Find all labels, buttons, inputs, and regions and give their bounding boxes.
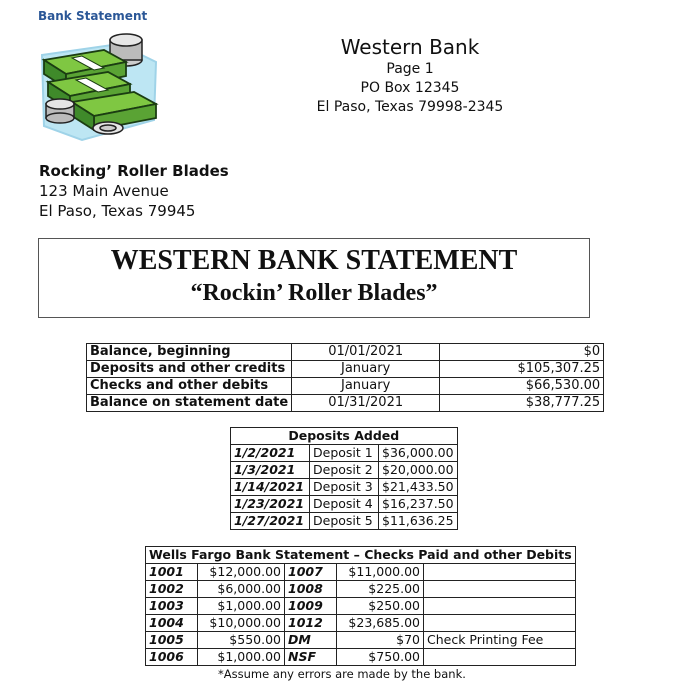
summary-label: Deposits and other credits xyxy=(87,361,292,378)
check-note xyxy=(424,564,576,581)
check-note xyxy=(424,598,576,615)
table-row xyxy=(231,479,458,496)
check-note xyxy=(424,649,576,666)
deposits-table xyxy=(230,427,458,530)
statement-title: WESTERN BANK STATEMENT xyxy=(110,245,518,276)
table-row xyxy=(87,344,604,361)
check-number: 1012 xyxy=(285,615,337,632)
deposit-date: 1/27/2021 xyxy=(231,513,310,530)
summary-amount: $38,777.25 xyxy=(440,395,604,412)
summary-label: Balance, beginning xyxy=(87,344,292,361)
check-amount: $225.00 xyxy=(337,581,424,598)
bank-address-block xyxy=(300,34,520,117)
summary-amount: $66,530.00 xyxy=(440,378,604,395)
check-number: 1005 xyxy=(146,632,198,649)
check-number: 1007 xyxy=(285,564,337,581)
check-number: 1008 xyxy=(285,581,337,598)
check-amount: $550.00 xyxy=(198,632,285,649)
check-number: 1009 xyxy=(285,598,337,615)
deposit-name: Deposit 1 xyxy=(310,445,379,462)
deposit-date: 1/14/2021 xyxy=(231,479,310,496)
statement-subtitle: “Rockin’ Roller Blades” xyxy=(190,280,438,306)
checks-table xyxy=(145,546,576,666)
check-amount: $70 xyxy=(337,632,424,649)
customer-name: Rocking’ Roller Blades xyxy=(39,162,229,180)
table-row xyxy=(231,462,458,479)
customer-address-block xyxy=(39,161,229,221)
check-number: 1004 xyxy=(146,615,198,632)
footnote: *Assume any errors are made by the bank. xyxy=(218,667,466,681)
checks-heading: Wells Fargo Bank Statement – Checks Paid and other Debits xyxy=(146,547,576,564)
summary-date: January xyxy=(292,378,440,395)
check-amount: $6,000.00 xyxy=(198,581,285,598)
deposit-name: Deposit 5 xyxy=(310,513,379,530)
check-amount: $250.00 xyxy=(337,598,424,615)
balance-summary-table xyxy=(86,343,604,412)
table-row xyxy=(87,395,604,412)
table-header-row xyxy=(231,428,458,445)
deposit-name: Deposit 4 xyxy=(310,496,379,513)
table-row xyxy=(146,581,576,598)
deposit-name: Deposit 2 xyxy=(310,462,379,479)
table-row xyxy=(231,445,458,462)
summary-date: January xyxy=(292,361,440,378)
check-amount: $1,000.00 xyxy=(198,649,285,666)
deposit-date: 1/3/2021 xyxy=(231,462,310,479)
deposit-amount: $20,000.00 xyxy=(379,462,458,479)
deposits-heading: Deposits Added xyxy=(231,428,458,445)
table-row xyxy=(146,649,576,666)
deposit-amount: $21,433.50 xyxy=(379,479,458,496)
deposit-amount: $36,000.00 xyxy=(379,445,458,462)
money-stack-icon xyxy=(34,30,164,146)
summary-amount: $105,307.25 xyxy=(440,361,604,378)
bank-page: Page 1 xyxy=(386,61,434,77)
check-amount: $11,000.00 xyxy=(337,564,424,581)
check-amount: $10,000.00 xyxy=(198,615,285,632)
check-number: NSF xyxy=(285,649,337,666)
customer-address-line1: 123 Main Avenue xyxy=(39,182,169,200)
summary-date: 01/01/2021 xyxy=(292,344,440,361)
customer-address-line2: El Paso, Texas 79945 xyxy=(39,202,196,220)
bank-address-line2: El Paso, Texas 79998-2345 xyxy=(316,99,504,115)
table-row xyxy=(231,496,458,513)
summary-label: Balance on statement date xyxy=(87,395,292,412)
table-row xyxy=(146,598,576,615)
table-row xyxy=(231,513,458,530)
deposit-name: Deposit 3 xyxy=(310,479,379,496)
header-label: Bank Statement xyxy=(38,9,148,23)
table-row xyxy=(87,361,604,378)
check-number: 1002 xyxy=(146,581,198,598)
check-note xyxy=(424,615,576,632)
summary-amount: $0 xyxy=(440,344,604,361)
check-number: DM xyxy=(285,632,337,649)
summary-date: 01/31/2021 xyxy=(292,395,440,412)
check-amount: $23,685.00 xyxy=(337,615,424,632)
table-row xyxy=(146,615,576,632)
check-amount: $750.00 xyxy=(337,649,424,666)
check-note: Check Printing Fee xyxy=(424,632,576,649)
deposit-amount: $11,636.25 xyxy=(379,513,458,530)
bank-name: Western Bank xyxy=(340,35,480,59)
table-row xyxy=(146,564,576,581)
check-number: 1001 xyxy=(146,564,198,581)
table-row xyxy=(87,378,604,395)
deposit-amount: $16,237.50 xyxy=(379,496,458,513)
deposit-date: 1/23/2021 xyxy=(231,496,310,513)
bank-address-line1: PO Box 12345 xyxy=(360,80,460,96)
table-row xyxy=(146,632,576,649)
check-note xyxy=(424,581,576,598)
statement-title-box xyxy=(38,238,590,318)
deposit-date: 1/2/2021 xyxy=(231,445,310,462)
check-number: 1003 xyxy=(146,598,198,615)
check-number: 1006 xyxy=(146,649,198,666)
check-amount: $12,000.00 xyxy=(198,564,285,581)
table-header-row xyxy=(146,547,576,564)
check-amount: $1,000.00 xyxy=(198,598,285,615)
summary-label: Checks and other debits xyxy=(87,378,292,395)
